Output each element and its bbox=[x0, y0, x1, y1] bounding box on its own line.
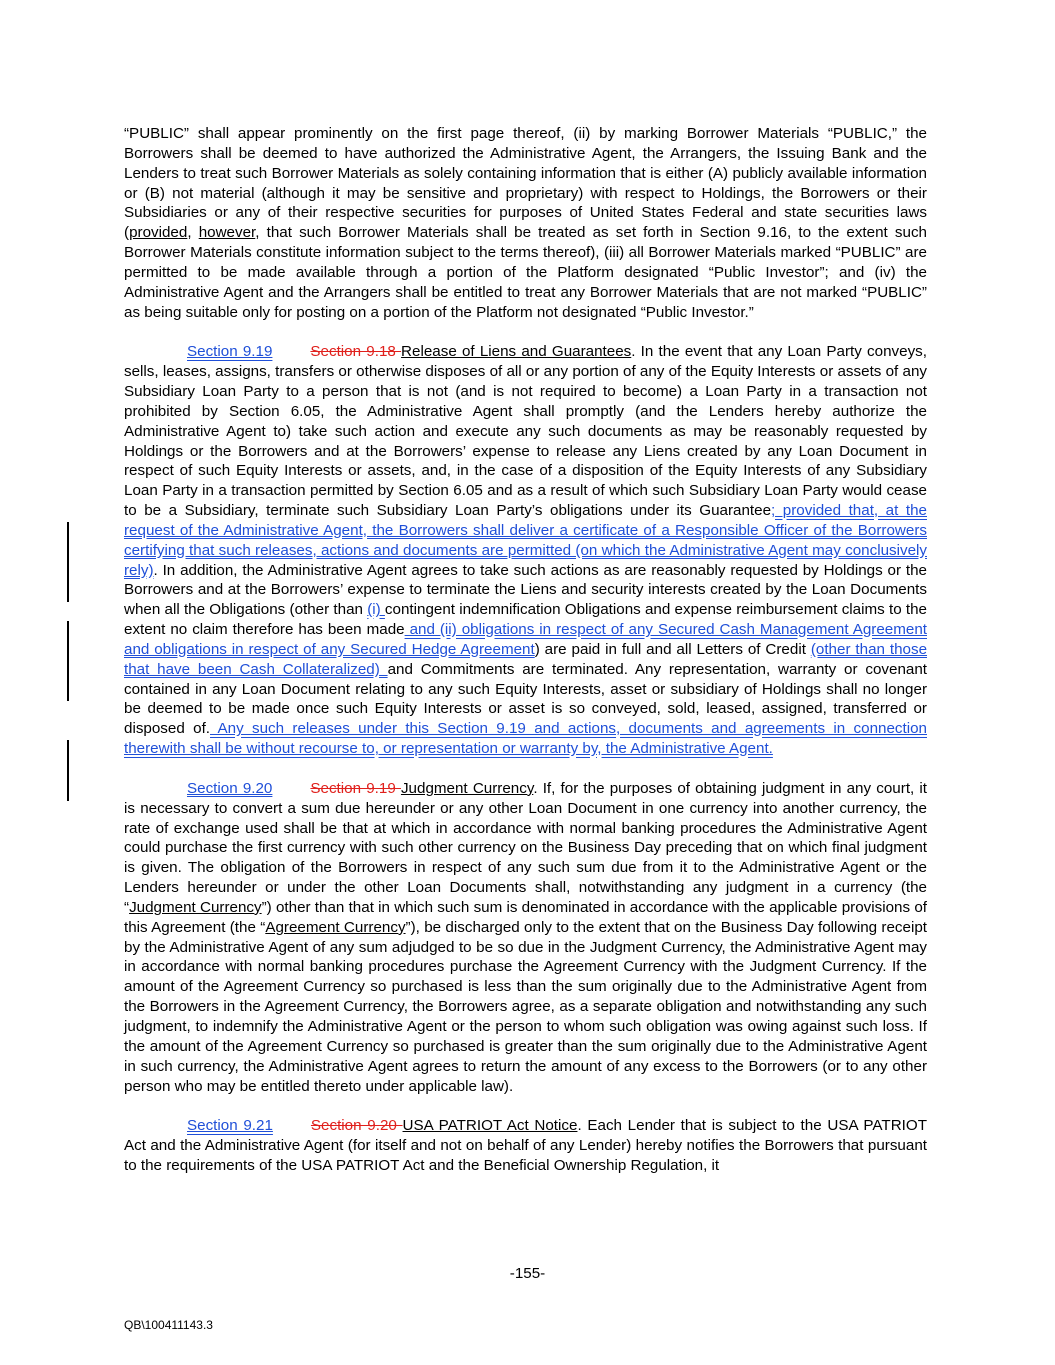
section-number-deleted: Section 9.18 bbox=[310, 343, 402, 361]
paragraph-public-materials: “PUBLIC” shall appear prominently on the first page thereof, (ii) by marking Borrower Materials “PUBLIC,” the Borrowers shall be deemed to have authorized the Administrative Agent, the Arrangers, the Issuing Bank and the Lenders to treat such Borrower Materials as solely containing information that is either (A) publicly available information or (B) not material (although it may be sensitive and proprietary) with respect to Holdings, the Borrowers or their Subsidiaries or any of their respective securities for purposes of United States Federal and state securities laws (provided, however, that such Borrower Materials shall be treated as set forth in Section 9.16, to the extent such Borrower Materials constitute information subject to the terms thereof), (iii) all Borrower Materials marked “PUBLIC” are permitted to be made available through a portion of the Platform designated “Public Investor”; and (iv) the Administrative Agent and the Arrangers shall be entitled to treat any Borrower Materials that are not marked “PUBLIC” as being suitable only for posting on a portion of the Platform not designated “Public Investor.” bbox=[124, 125, 927, 321]
section-9-19: Section 9.19 Section 9.18 Release of Liens and Guarantees. In the event that any Loan Party conveys, sells, leases, assigns, transfers or otherwise disposes of all or any portion of any of the Equity Interests or assets of any Subsidiary Loan Party to a person that is not (and is not required to become) a Loan Party in a transaction not prohibited by Section 6.05, the Administrative Agent shall promptly (and the Lenders hereby authorize the Administrative Agent to) take such action and execute any such documents as may be reasonably requested by Holdings or the Borrowers and at the Borrowers’ expense to release any Liens created by any Loan Document in respect of such Equity Interests or assets, and, in the case of a disposition of the Equity Interests of any Subsidiary Loan Party in a transaction permitted by Section 6.05 and as a result of which such Subsidiary Loan Party would cease to be a Subsidiary, terminate such Subsidiary Loan Party’s obligations under its Guarantee; provided that, at the request of the Administrative Agent, the Borrowers shall deliver a certificate of a Responsible Officer of the Borrowers certifying that such releases, actions and documents are permitted (on which the Administrative Agent may conclusively rely). In addition, the Administrative Agent agrees to take such actions as are reasonably requested by Holdings or the Borrowers and at the Borrowers’ expense to terminate the Liens and security interests created by the Loan Documents when all the Obligations (other than (i) contingent indemnification Obligations and expense reimbursement claims to the extent no claim therefore has been made and (ii) obligations in respect of any Secured Cash Management Agreement and obligations in respect of any Secured Hedge Agreement) are paid in full and all Letters of Credit (other than those that have been Cash Collateralized) and Commitments are terminated. Any representation, warranty or covenant contained in any Loan Document relating to any such Equity Interests, asset or subsidiary of Holdings shall no longer be deemed to be made once such Equity Interests or asset is so conveyed, sold, leased, assigned, transferred or disposed of. Any such releases under this Section 9.19 and actions, documents and agreements in connection therewith shall be without recourse to, or representation or warranty by, the Administrative Agent. bbox=[124, 343, 928, 758]
inserted-text: ; provided that, at the request of the Administrative Agent, the Borrowers shall deliver a certificate of a Responsible Officer of the Borrowers certifying that such releases, actions and documents are permitted (on which the Administrative Agent may conclusively rely) bbox=[124, 502, 927, 579]
defined-term: Agreement Currency bbox=[265, 918, 406, 936]
document-body bbox=[124, 124, 927, 1176]
inserted-text: (other than those that have been Cash Collateralized) bbox=[124, 640, 928, 678]
document-id: QB\100411143.3 bbox=[124, 1318, 213, 1332]
section-heading: Judgment Currency bbox=[400, 779, 534, 797]
change-bar bbox=[67, 522, 69, 602]
section-number-new: Section 9.21 bbox=[187, 1117, 273, 1135]
inserted-text: and (ii) obligations in respect of any Secured Cash Management Agreement and obligations in respect of any Secured Hedge Agreement bbox=[124, 621, 927, 658]
defined-term: however bbox=[198, 224, 256, 242]
section-heading: USA PATRIOT Act Notice bbox=[402, 1117, 578, 1135]
change-bar bbox=[67, 621, 69, 701]
section-number-deleted: Section 9.19 bbox=[310, 779, 401, 797]
section-heading: Release of Liens and Guarantees bbox=[401, 343, 632, 361]
section-number-new: Section 9.20 bbox=[187, 779, 273, 797]
section-number-new: Section 9.19 bbox=[187, 343, 273, 361]
defined-term: provided bbox=[129, 224, 188, 242]
page-number: -155- bbox=[509, 1265, 546, 1282]
inserted-text: Any such releases under this Section 9.19 and actions, documents and agreements in connection therewith shall be without recourse to, or representation or warranty by, the Administrative Agent. bbox=[124, 720, 927, 758]
inserted-text: (i) bbox=[367, 601, 385, 619]
section-9-20: Section 9.20 Section 9.19 Judgment Currency. If, for the purposes of obtaining judgment in any court, it is necessary to convert a sum due hereunder or any other Loan Document in one currency into another currency, the rate of exchange used shall be that at which in accordance with normal banking procedures the Administrative Agent could purchase the first currency with such other currency on the Business Day preceding that on which final judgment is given. The obligation of the Borrowers in respect of any such sum due from it to the Administrative Agent or the Lenders hereunder or under the other Loan Documents shall, notwithstanding any judgment in a currency (the “Judgment Currency”) other than that in which such sum is denominated in accordance with the applicable provisions of this Agreement (the “Agreement Currency”), be discharged only to the extent that on the Business Day following receipt by the Administrative Agent of any sum adjudged to be so due in the Judgment Currency, the Administrative Agent may in accordance with normal banking procedures purchase the Agreement Currency with the Judgment Currency. If the amount of the Agreement Currency so purchased is less than the sum originally due to the Administrative Agent from the Borrowers in the Agreement Currency, the Borrowers agree, as a separate obligation and notwithstanding any such judgment, to indemnify the Administrative Agent or the person to whom such obligation was owing against such loss. If the amount of the Agreement Currency so purchased is greater than the sum originally due to the Administrative Agent in such currency, the Administrative Agent agrees to return the amount of any excess to the Borrowers (or to any other person who may be entitled thereto under applicable law). bbox=[124, 779, 928, 1095]
section-9-21: Section 9.21 Section 9.20 USA PATRIOT Act Notice. Each Lender that is subject to the USA PATRIOT Act and the Administrative Agent (for itself and not on behalf of any Lender) hereby notifies the Borrowers that pursuant to the requirements of the USA PATRIOT Act and the Beneficial Ownership Regulation, it bbox=[124, 1117, 927, 1174]
section-number-deleted: Section 9.20 bbox=[310, 1117, 403, 1135]
change-bar bbox=[67, 740, 69, 801]
defined-term: Judgment Currency bbox=[129, 898, 262, 916]
